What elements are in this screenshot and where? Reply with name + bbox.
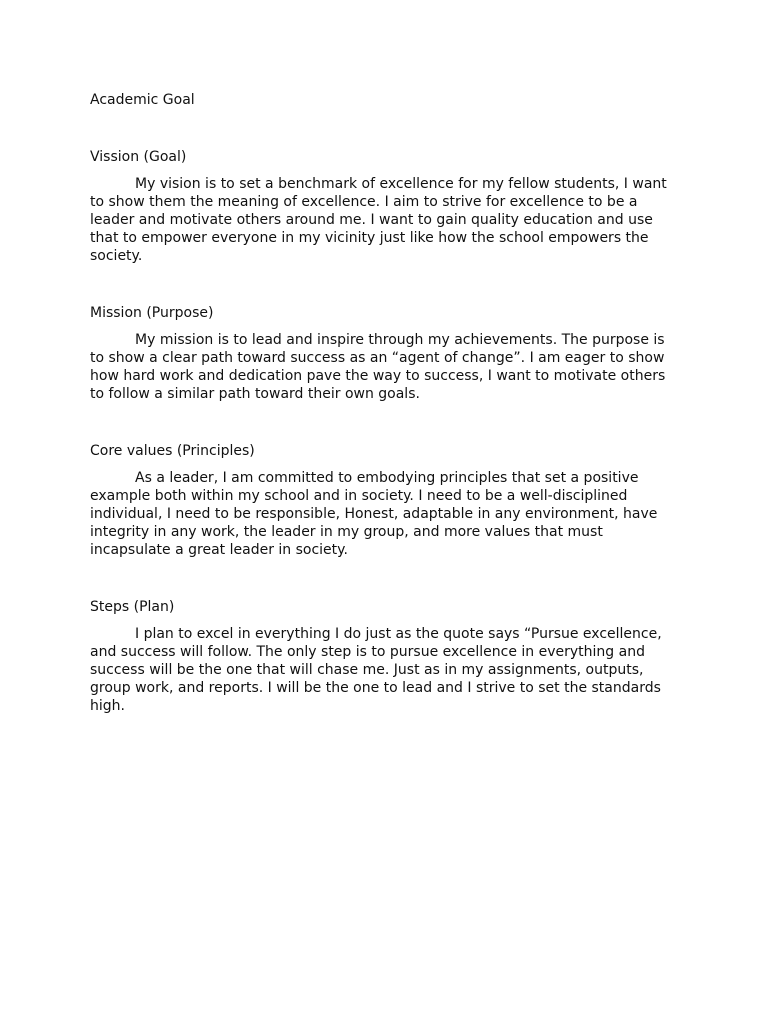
section-vision: [90, 147, 680, 265]
spacer: [90, 403, 680, 441]
section-body-core-values: As a leader, I am committed to embodying principles that set a positive example both within my school and in society. I need to be a well-disciplined individual, I need to be responsible, Honest, adaptable in any environment, have integrity in any work, the leader in my group, and more values that must incapsulate a great leader in society.: [90, 470, 658, 558]
spacer: [90, 461, 680, 469]
spacer: [90, 167, 680, 175]
spacer: [90, 559, 680, 597]
section-heading-core-values: Core values (Principles): [90, 443, 255, 459]
document-page: [90, 90, 680, 715]
section-heading-mission: Mission (Purpose): [90, 305, 214, 321]
spacer: [90, 265, 680, 303]
section-body-mission: My mission is to lead and inspire through my achievements. The purpose is to show a clear path toward success as an “agent of change”. I am eager to show how hard work and dedication pave the way to success, I want to motivate others to follow a similar path toward their own goals.: [90, 332, 666, 402]
section-heading-vision: Vission (Goal): [90, 149, 187, 165]
section-steps: [90, 597, 680, 715]
section-body-vision: My vision is to set a benchmark of excellence for my fellow students, I want to show them the meaning of excellence. I aim to strive for excellence to be a leader and motivate others around me. I want to gain quality education and use that to empower everyone in my vicinity just like how the school empowers the society.: [90, 176, 667, 264]
section-mission: [90, 303, 680, 403]
section-body-steps: I plan to excel in everything I do just as the quote says “Pursue excellence, and success will follow. The only step is to pursue excellence in everything and success will be the one that will chase me. Just as in my assignments, outputs, group work, and reports. I will be the one to lead and I strive to set the standards high.: [90, 626, 662, 714]
spacer: [90, 323, 680, 331]
section-core-values: [90, 441, 680, 559]
document-title: Academic Goal: [90, 92, 195, 108]
spacer: [90, 110, 680, 147]
spacer: [90, 617, 680, 625]
section-heading-steps: Steps (Plan): [90, 599, 175, 615]
